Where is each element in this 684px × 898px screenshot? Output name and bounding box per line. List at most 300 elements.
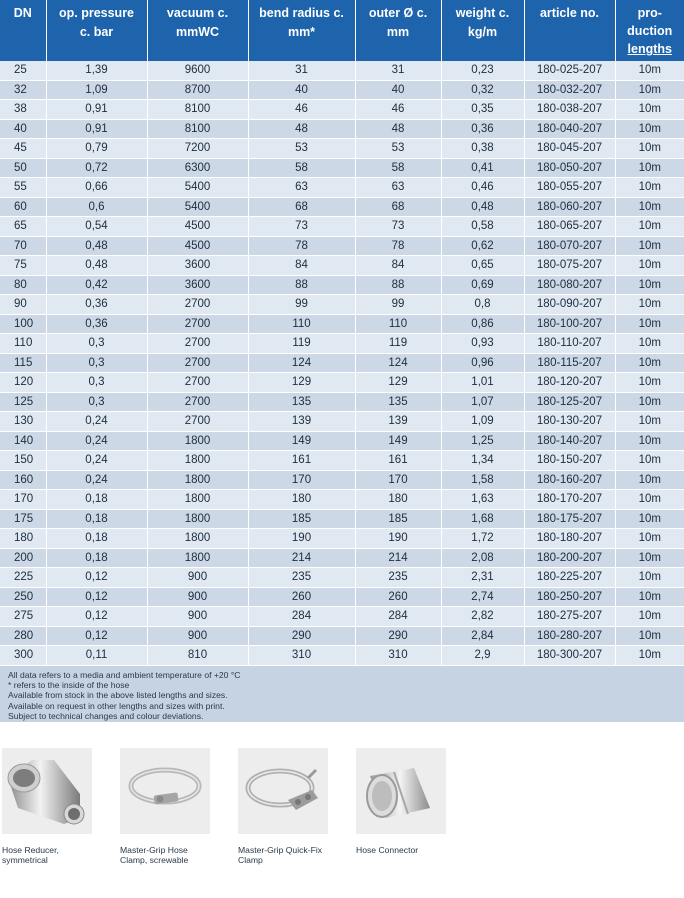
table-row <box>0 275 684 295</box>
master-grip-quick-fix-clamp-icon <box>238 748 328 834</box>
table-cell: 180 <box>355 490 441 510</box>
table-cell: 0,12 <box>46 568 147 588</box>
table-row <box>0 178 684 198</box>
table-cell: 0,18 <box>46 509 147 529</box>
table-row <box>0 158 684 178</box>
table-cell: 7200 <box>147 139 248 159</box>
table-cell: 46 <box>355 100 441 120</box>
table-cell: 0,8 <box>441 295 524 315</box>
table-cell: 214 <box>355 548 441 568</box>
table-cell: 10m <box>615 646 684 666</box>
table-cell: 0,91 <box>46 119 147 139</box>
table-cell: 78 <box>248 236 355 256</box>
table-cell: 900 <box>147 607 248 627</box>
table-cell: 180-065-207 <box>524 217 615 237</box>
table-cell: 1,68 <box>441 509 524 529</box>
note-line: Subject to technical changes and colour deviations. <box>8 710 204 721</box>
table-cell: 0,69 <box>441 275 524 295</box>
table-cell: 1800 <box>147 490 248 510</box>
hose-connector-icon <box>356 748 446 834</box>
table-cell: 190 <box>355 529 441 549</box>
table-cell: 180-180-207 <box>524 529 615 549</box>
table-cell: 78 <box>355 236 441 256</box>
table-cell: 10m <box>615 412 684 432</box>
header-dn: DN <box>0 0 46 61</box>
table-cell: 190 <box>248 529 355 549</box>
accessory-caption: Hose Connector <box>356 845 419 855</box>
table-cell: 180-110-207 <box>524 334 615 354</box>
table-cell: 4500 <box>147 236 248 256</box>
table-row <box>0 626 684 646</box>
table-cell: 5400 <box>147 178 248 198</box>
table-cell: 180-170-207 <box>524 490 615 510</box>
table-cell: 180-140-207 <box>524 431 615 451</box>
table-cell: 10m <box>615 80 684 100</box>
table-cell: 10m <box>615 197 684 217</box>
table-cell: 180-070-207 <box>524 236 615 256</box>
table-cell: 180-115-207 <box>524 353 615 373</box>
table-cell: 280 <box>0 626 46 646</box>
table-cell: 1800 <box>147 451 248 471</box>
table-cell: 180-038-207 <box>524 100 615 120</box>
table-cell: 129 <box>355 373 441 393</box>
table-cell: 1,34 <box>441 451 524 471</box>
table-row <box>0 119 684 139</box>
table-cell: 180-300-207 <box>524 646 615 666</box>
table-cell: 8700 <box>147 80 248 100</box>
table-cell: 214 <box>248 548 355 568</box>
table-row <box>0 314 684 334</box>
table-cell: 185 <box>248 509 355 529</box>
table-cell: 4500 <box>147 217 248 237</box>
table-cell: 290 <box>248 626 355 646</box>
table-cell: 55 <box>0 178 46 198</box>
table-cell: 10m <box>615 490 684 510</box>
table-cell: 139 <box>355 412 441 432</box>
note-line: All data refers to a media and ambient temperature of +20 °C <box>8 670 241 680</box>
table-cell: 140 <box>0 431 46 451</box>
table-cell: 2,74 <box>441 587 524 607</box>
table-cell: 53 <box>355 139 441 159</box>
table-cell: 40 <box>0 119 46 139</box>
table-cell: 1800 <box>147 509 248 529</box>
table-cell: 0,42 <box>46 275 147 295</box>
table-cell: 10m <box>615 314 684 334</box>
table-cell: 2700 <box>147 412 248 432</box>
accessory-caption: Master-Grip Quick-Fix Clamp <box>238 845 323 865</box>
table-cell: 0,65 <box>441 256 524 276</box>
table-cell: 1,25 <box>441 431 524 451</box>
table-cell: 170 <box>248 470 355 490</box>
table-cell: 180-055-207 <box>524 178 615 198</box>
table-cell: 10m <box>615 61 684 80</box>
table-cell: 70 <box>0 236 46 256</box>
table-cell: 73 <box>248 217 355 237</box>
table-cell: 310 <box>248 646 355 666</box>
table-cell: 180-025-207 <box>524 61 615 80</box>
table-cell: 0,12 <box>46 607 147 627</box>
header-weight: weight c. kg/m <box>441 0 524 61</box>
table-cell: 88 <box>355 275 441 295</box>
table-cell: 10m <box>615 470 684 490</box>
header-op-pressure: op. pressure c. bar <box>46 0 147 61</box>
table-cell: 275 <box>0 607 46 627</box>
table-cell: 1800 <box>147 548 248 568</box>
table-cell: 180-045-207 <box>524 139 615 159</box>
table-cell: 0,3 <box>46 373 147 393</box>
table-cell: 1,09 <box>46 80 147 100</box>
table-cell: 0,58 <box>441 217 524 237</box>
table-cell: 2,82 <box>441 607 524 627</box>
table-row <box>0 607 684 627</box>
table-cell: 180-060-207 <box>524 197 615 217</box>
table-cell: 2700 <box>147 353 248 373</box>
table-cell: 900 <box>147 568 248 588</box>
table-cell: 129 <box>248 373 355 393</box>
accessory-caption: Hose Reducer, symmetrical <box>2 845 59 865</box>
table-cell: 170 <box>355 470 441 490</box>
table-cell: 10m <box>615 529 684 549</box>
table-cell: 25 <box>0 61 46 80</box>
table-cell: 10m <box>615 100 684 120</box>
table-cell: 180-050-207 <box>524 158 615 178</box>
table-header-row <box>0 0 684 61</box>
table-cell: 63 <box>355 178 441 198</box>
table-row <box>0 451 684 471</box>
table-cell: 80 <box>0 275 46 295</box>
table-cell: 40 <box>248 80 355 100</box>
table-cell: 2,84 <box>441 626 524 646</box>
table-row <box>0 587 684 607</box>
table-row <box>0 295 684 315</box>
table-cell: 1,01 <box>441 373 524 393</box>
table-cell: 0,12 <box>46 626 147 646</box>
table-cell: 1,39 <box>46 61 147 80</box>
table-cell: 180-150-207 <box>524 451 615 471</box>
table-cell: 110 <box>248 314 355 334</box>
table-cell: 10m <box>615 256 684 276</box>
table-cell: 119 <box>355 334 441 354</box>
table-cell: 50 <box>0 158 46 178</box>
table-cell: 48 <box>248 119 355 139</box>
table-row <box>0 80 684 100</box>
table-cell: 46 <box>248 100 355 120</box>
table-cell: 99 <box>248 295 355 315</box>
table-cell: 900 <box>147 626 248 646</box>
table-cell: 10m <box>615 373 684 393</box>
table-cell: 300 <box>0 646 46 666</box>
table-cell: 0,24 <box>46 431 147 451</box>
table-cell: 90 <box>0 295 46 315</box>
table-row <box>0 568 684 588</box>
header-outer-diameter: outer Ø c. mm <box>355 0 441 61</box>
table-cell: 10m <box>615 275 684 295</box>
table-cell: 0,91 <box>46 100 147 120</box>
table-cell: 175 <box>0 509 46 529</box>
table-cell: 0,6 <box>46 197 147 217</box>
table-cell: 115 <box>0 353 46 373</box>
table-cell: 120 <box>0 373 46 393</box>
table-cell: 10m <box>615 119 684 139</box>
table-cell: 0,48 <box>46 256 147 276</box>
table-body <box>0 61 684 665</box>
table-cell: 0,62 <box>441 236 524 256</box>
table-cell: 1,07 <box>441 392 524 412</box>
table-cell: 45 <box>0 139 46 159</box>
table-cell: 99 <box>355 295 441 315</box>
table-cell: 6300 <box>147 158 248 178</box>
table-cell: 0,18 <box>46 548 147 568</box>
table-cell: 58 <box>355 158 441 178</box>
table-cell: 0,79 <box>46 139 147 159</box>
table-cell: 1,63 <box>441 490 524 510</box>
table-cell: 161 <box>355 451 441 471</box>
header-article-no: article no. <box>524 0 615 61</box>
table-cell: 810 <box>147 646 248 666</box>
table-cell: 38 <box>0 100 46 120</box>
table-cell: 2,9 <box>441 646 524 666</box>
table-cell: 10m <box>615 451 684 471</box>
table-cell: 170 <box>0 490 46 510</box>
table-cell: 2700 <box>147 373 248 393</box>
table-cell: 2700 <box>147 334 248 354</box>
table-cell: 260 <box>248 587 355 607</box>
table-cell: 10m <box>615 431 684 451</box>
table-cell: 0,18 <box>46 529 147 549</box>
table-cell: 0,96 <box>441 353 524 373</box>
table-row <box>0 334 684 354</box>
table-cell: 0,11 <box>46 646 147 666</box>
table-cell: 310 <box>355 646 441 666</box>
table-cell: 180-075-207 <box>524 256 615 276</box>
table-cell: 75 <box>0 256 46 276</box>
table-cell: 149 <box>248 431 355 451</box>
table-cell: 180-225-207 <box>524 568 615 588</box>
table-cell: 8100 <box>147 100 248 120</box>
accessory-hose-connector <box>356 748 464 856</box>
table-cell: 84 <box>355 256 441 276</box>
table-cell: 180 <box>248 490 355 510</box>
table-row <box>0 373 684 393</box>
table-cell: 0,12 <box>46 587 147 607</box>
table-cell: 0,36 <box>441 119 524 139</box>
table-cell: 9600 <box>147 61 248 80</box>
table-row <box>0 197 684 217</box>
table-row <box>0 236 684 256</box>
table-cell: 180-160-207 <box>524 470 615 490</box>
table-cell: 0,48 <box>441 197 524 217</box>
table-cell: 284 <box>355 607 441 627</box>
table-cell: 0,72 <box>46 158 147 178</box>
table-cell: 2,31 <box>441 568 524 588</box>
table-cell: 8100 <box>147 119 248 139</box>
note-line: * refers to the inside of the hose <box>8 680 130 691</box>
table-cell: 2700 <box>147 295 248 315</box>
table-cell: 180-280-207 <box>524 626 615 646</box>
table-cell: 135 <box>248 392 355 412</box>
table-cell: 0,66 <box>46 178 147 198</box>
table-cell: 110 <box>355 314 441 334</box>
table-cell: 180-175-207 <box>524 509 615 529</box>
table-row <box>0 139 684 159</box>
table-cell: 0,32 <box>441 80 524 100</box>
table-cell: 53 <box>248 139 355 159</box>
table-cell: 185 <box>355 509 441 529</box>
table-cell: 0,48 <box>46 236 147 256</box>
table-cell: 124 <box>355 353 441 373</box>
table-cell: 10m <box>615 334 684 354</box>
accessory-master-grip-hose-clamp <box>120 748 228 865</box>
table-cell: 3600 <box>147 275 248 295</box>
table-cell: 1800 <box>147 431 248 451</box>
table-cell: 180-200-207 <box>524 548 615 568</box>
table-cell: 180-080-207 <box>524 275 615 295</box>
table-row <box>0 217 684 237</box>
table-cell: 0,93 <box>441 334 524 354</box>
table-cell: 2,08 <box>441 548 524 568</box>
table-cell: 40 <box>355 80 441 100</box>
table-row <box>0 646 684 666</box>
table-cell: 0,54 <box>46 217 147 237</box>
table-cell: 235 <box>248 568 355 588</box>
table-cell: 1,58 <box>441 470 524 490</box>
table-cell: 10m <box>615 139 684 159</box>
table-row <box>0 548 684 568</box>
table-cell: 65 <box>0 217 46 237</box>
table-cell: 63 <box>248 178 355 198</box>
table-cell: 290 <box>355 626 441 646</box>
table-cell: 150 <box>0 451 46 471</box>
table-row <box>0 529 684 549</box>
table-cell: 3600 <box>147 256 248 276</box>
notes-box <box>0 666 684 722</box>
table-cell: 0,36 <box>46 314 147 334</box>
table-cell: 200 <box>0 548 46 568</box>
table-cell: 5400 <box>147 197 248 217</box>
table-cell: 10m <box>615 626 684 646</box>
table-cell: 110 <box>0 334 46 354</box>
table-row <box>0 256 684 276</box>
table-cell: 68 <box>355 197 441 217</box>
header-bend-radius: bend radius c. mm* <box>248 0 355 61</box>
table-cell: 10m <box>615 236 684 256</box>
table-cell: 0,41 <box>441 158 524 178</box>
table-cell: 1800 <box>147 470 248 490</box>
table-cell: 68 <box>248 197 355 217</box>
table-cell: 0,35 <box>441 100 524 120</box>
table-cell: 73 <box>355 217 441 237</box>
table-row <box>0 412 684 432</box>
table-cell: 0,3 <box>46 392 147 412</box>
table-row <box>0 392 684 412</box>
table-cell: 180-032-207 <box>524 80 615 100</box>
table-row <box>0 509 684 529</box>
accessory-hose-reducer <box>2 748 110 865</box>
table-cell: 0,3 <box>46 353 147 373</box>
master-grip-hose-clamp-icon <box>120 748 210 834</box>
table-cell: 225 <box>0 568 46 588</box>
table-cell: 180-100-207 <box>524 314 615 334</box>
table-cell: 125 <box>0 392 46 412</box>
table-cell: 260 <box>355 587 441 607</box>
table-cell: 0,18 <box>46 490 147 510</box>
table-cell: 284 <box>248 607 355 627</box>
table-row <box>0 100 684 120</box>
table-cell: 0,3 <box>46 334 147 354</box>
table-cell: 180 <box>0 529 46 549</box>
table-cell: 161 <box>248 451 355 471</box>
table-cell: 10m <box>615 587 684 607</box>
table-cell: 900 <box>147 587 248 607</box>
table-row <box>0 470 684 490</box>
table-cell: 180-090-207 <box>524 295 615 315</box>
table-row <box>0 353 684 373</box>
table-cell: 180-250-207 <box>524 587 615 607</box>
table-cell: 180-120-207 <box>524 373 615 393</box>
table-cell: 0,86 <box>441 314 524 334</box>
table-cell: 58 <box>248 158 355 178</box>
table-cell: 1,72 <box>441 529 524 549</box>
table-cell: 10m <box>615 158 684 178</box>
table-cell: 10m <box>615 392 684 412</box>
table-cell: 0,38 <box>441 139 524 159</box>
table-cell: 0,23 <box>441 61 524 80</box>
table-cell: 180-125-207 <box>524 392 615 412</box>
table-row <box>0 431 684 451</box>
table-cell: 10m <box>615 178 684 198</box>
table-cell: 130 <box>0 412 46 432</box>
table-cell: 100 <box>0 314 46 334</box>
table-cell: 32 <box>0 80 46 100</box>
table-cell: 180-275-207 <box>524 607 615 627</box>
note-line: Available from stock in the above listed lengths and sizes. <box>8 690 228 701</box>
table-cell: 10m <box>615 607 684 627</box>
table-cell: 2700 <box>147 392 248 412</box>
header-vacuum: vacuum c. mmWC <box>147 0 248 61</box>
table-row <box>0 61 684 80</box>
table-cell: 0,36 <box>46 295 147 315</box>
table-cell: 10m <box>615 353 684 373</box>
table-cell: 10m <box>615 548 684 568</box>
table-cell: 1800 <box>147 529 248 549</box>
table-cell: 0,46 <box>441 178 524 198</box>
table-cell: 139 <box>248 412 355 432</box>
table-cell: 84 <box>248 256 355 276</box>
table-cell: 0,24 <box>46 470 147 490</box>
table-cell: 124 <box>248 353 355 373</box>
table-cell: 10m <box>615 295 684 315</box>
table-cell: 10m <box>615 509 684 529</box>
hose-reducer-icon <box>2 748 92 834</box>
table-cell: 88 <box>248 275 355 295</box>
accessory-caption: Master-Grip Hose Clamp, screwable <box>120 845 189 865</box>
table-cell: 180-040-207 <box>524 119 615 139</box>
table-cell: 160 <box>0 470 46 490</box>
table-cell: 250 <box>0 587 46 607</box>
table-row <box>0 490 684 510</box>
table-cell: 0,24 <box>46 412 147 432</box>
table-cell: 149 <box>355 431 441 451</box>
table-cell: 180-130-207 <box>524 412 615 432</box>
table-cell: 0,24 <box>46 451 147 471</box>
accessory-master-grip-quick-fix-clamp <box>238 748 346 865</box>
table-cell: 1,09 <box>441 412 524 432</box>
table-cell: 10m <box>615 568 684 588</box>
table-cell: 60 <box>0 197 46 217</box>
note-line: Available on request in other lengths and sizes with print. <box>8 700 225 711</box>
table-cell: 119 <box>248 334 355 354</box>
table-cell: 31 <box>248 61 355 80</box>
